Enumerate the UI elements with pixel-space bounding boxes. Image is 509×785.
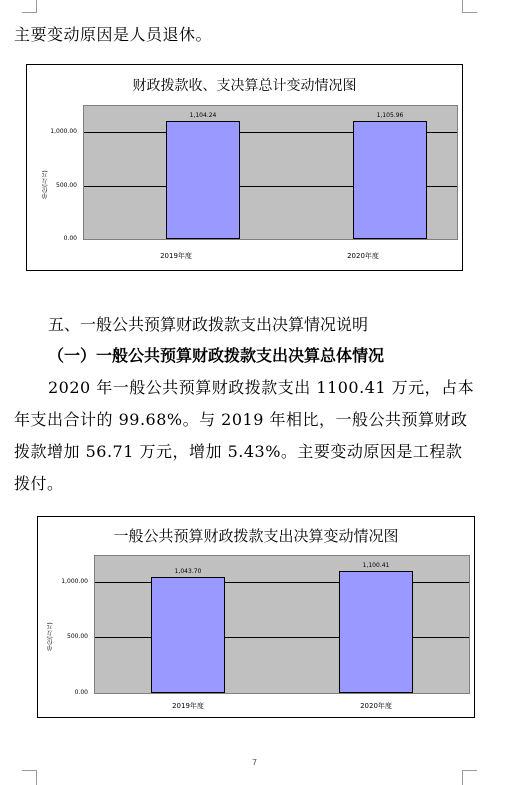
x-tick-label: 2019年度 <box>160 252 192 260</box>
paragraph-line: 拨款增加 56.71 万元，增加 5.43%。主要变动原因是工程款 <box>14 442 463 461</box>
paragraph-line: 年支出合计的 99.68%。与 2019 年相比，一般公共预算财政 <box>14 410 468 429</box>
bar <box>353 121 427 239</box>
data-label: 1,104.24 <box>189 111 217 119</box>
crop-mark-bottom-right <box>462 770 477 785</box>
chart-title: 财政拨款收、支决算总计变动情况图 <box>132 78 357 94</box>
y-tick-label: 1,000.00 <box>61 578 88 585</box>
subsection-heading: （一）一般公共预算财政拨款支出决算总体情况 <box>48 346 385 365</box>
plot-area <box>83 105 458 240</box>
x-tick-label: 2020年度 <box>360 702 392 710</box>
bar <box>339 571 413 693</box>
data-label: 1,105.96 <box>376 111 404 119</box>
plot-area <box>94 555 470 694</box>
y-tick-label: 0.00 <box>74 689 88 696</box>
y-axis-label: 单位(万元) <box>47 622 54 651</box>
y-tick-label: 1,000.00 <box>50 128 77 135</box>
x-tick-label: 2019年度 <box>172 702 204 710</box>
chart-1 <box>26 64 463 271</box>
page-number: 7 <box>251 758 258 767</box>
data-label: 1,043.70 <box>174 568 202 576</box>
y-tick-label: 500.00 <box>67 633 88 640</box>
bar <box>166 121 240 239</box>
chart-title: 一般公共预算财政拨款支出决算变动情况图 <box>113 527 399 545</box>
crop-mark-bottom-left <box>22 770 37 785</box>
paragraph-line: 2020 年一般公共预算财政拨款支出 1100.41 万元，占本 <box>48 378 475 397</box>
crop-mark-top-right <box>462 0 477 13</box>
section-heading: 五、一般公共预算财政拨款支出决算情况说明 <box>48 315 369 334</box>
bar <box>151 577 225 693</box>
x-tick-label: 2020年度 <box>347 252 379 260</box>
chart-2 <box>37 516 475 718</box>
text-line: 主要变动原因是人员退休。 <box>14 25 213 44</box>
y-axis-label: 单位(万元) <box>42 170 49 199</box>
paragraph-line: 拨付。 <box>14 474 64 493</box>
crop-mark-top-left <box>22 0 37 13</box>
data-label: 1,100.41 <box>362 561 390 569</box>
y-tick-label: 500.00 <box>56 182 77 189</box>
y-tick-label: 0.00 <box>63 235 77 242</box>
